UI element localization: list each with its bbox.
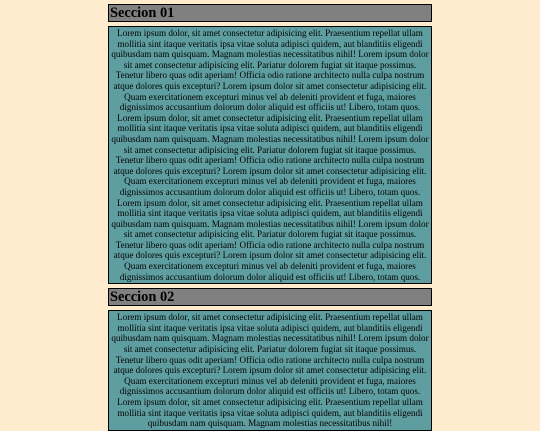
section-title: Seccion 01 xyxy=(108,4,432,22)
page-container xyxy=(108,4,432,431)
section-02 xyxy=(108,288,432,431)
section-body-text: Lorem ipsum dolor, sit amet consectetur adipisicing elit. Praesentium repellat ullam mollitia sint itaque veritatis ipsa vitae soluta adipisci quidem, aut blanditiis eligendi quibusdam nam quisquam. Magnam molestias necessitatibus nihil! Lorem ipsum dolor sit amet consectetur adipisicing elit. Pariatur dolorem fugiat sit itaque possimus. Tenetur libero quas odit aperiam! Officia odio ratione architecto nulla culpa nostrum atque dolores quis excepturi? Lorem ipsum dolor sit amet consectetur adipisicing elit. Quam exercitationem excepturi minus vel ab deleniti provident et fuga, maiores dignissimos accusantium dolorum dolor aliquid est officiis ut! Libero, totam quos. Lorem ipsum dolor, sit amet consectetur adipisicing elit. Praesentium repellat ullam mollitia sint itaque veritatis ipsa vitae soluta adipisci quidem, aut blanditiis eligendi quibusdam nam quisquam. Magnam molestias necessitatibus nihil! xyxy=(108,310,432,431)
section-body-text: Lorem ipsum dolor, sit amet consectetur adipisicing elit. Praesentium repellat ullam mollitia sint itaque veritatis ipsa vitae soluta adipisci quidem, aut blanditiis eligendi quibusdam nam quisquam. Magnam molestias necessitatibus nihil! Lorem ipsum dolor sit amet consectetur adipisicing elit. Pariatur dolorem fugiat sit itaque possimus. Tenetur libero quas odit aperiam! Officia odio ratione architecto nulla culpa nostrum atque dolores quis excepturi? Lorem ipsum dolor sit amet consectetur adipisicing elit. Quam exercitationem excepturi minus vel ab deleniti provident et fuga, maiores dignissimos accusantium dolorum dolor aliquid est officiis ut! Libero, totam quos. Lorem ipsum dolor, sit amet consectetur adipisicing elit. Praesentium repellat ullam mollitia sint itaque veritatis ipsa vitae soluta adipisci quidem, aut blanditiis eligendi quibusdam nam quisquam. Magnam molestias necessitatibus nihil! Lorem ipsum dolor sit amet consectetur adipisicing elit. Pariatur dolorem fugiat sit itaque possimus. Tenetur libero quas odit aperiam! Officia odio ratione architecto nulla culpa nostrum atque dolores quis excepturi? Lorem ipsum dolor sit amet consectetur adipisicing elit. Quam exercitationem excepturi minus vel ab deleniti provident et fuga, maiores dignissimos accusantium dolorum dolor aliquid est officiis ut! Libero, totam quos. Lorem ipsum dolor, sit amet consectetur adipisicing elit. Praesentium repellat ullam mollitia sint itaque veritatis ipsa vitae soluta adipisci quidem, aut blanditiis eligendi quibusdam nam quisquam. Magnam molestias necessitatibus nihil! Lorem ipsum dolor sit amet consectetur adipisicing elit. Pariatur dolorem fugiat sit itaque possimus. Tenetur libero quas odit aperiam! Officia odio ratione architecto nulla culpa nostrum atque dolores quis excepturi? Lorem ipsum dolor sit amet consectetur adipisicing elit. Quam exercitationem excepturi minus vel ab deleniti provident et fuga, maiores dignissimos accusantium dolorum dolor aliquid est officiis ut! Libero, totam quos. xyxy=(108,26,432,284)
section-title: Seccion 02 xyxy=(108,288,432,306)
section-01 xyxy=(108,4,432,284)
